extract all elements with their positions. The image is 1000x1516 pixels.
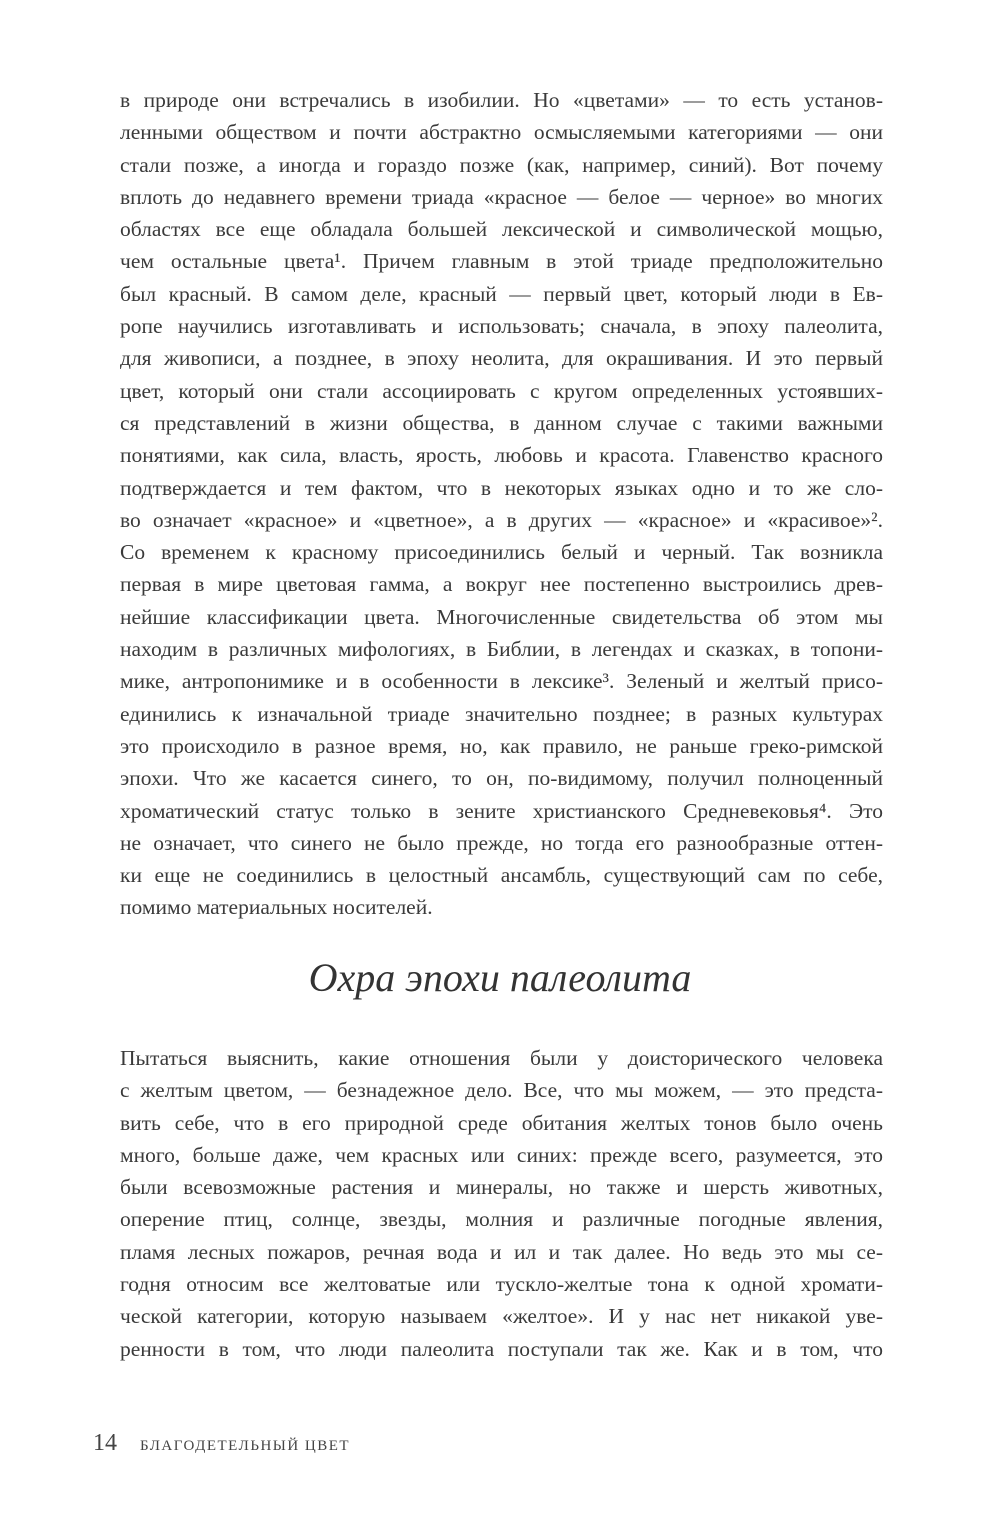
text-line: первая в мире цветовая гамма, а вокруг нее постепенно выстроились древ-	[120, 572, 883, 597]
text-line: помимо материальных носителей.	[120, 895, 433, 920]
text-line: находим в различных мифологиях, в Библии, в легендах и сказках, в топони-	[120, 637, 883, 662]
text-line: были всевозможные растения и минералы, но также и шерсть животных,	[120, 1175, 883, 1200]
text-line: вить себе, что в его природной среде обитания желтых тонов было очень	[120, 1110, 883, 1135]
text-line: вплоть до недавнего времени триада «красное — белое — черное» во многих	[120, 184, 883, 209]
text-line: был красный. В самом деле, красный — первый цвет, который люди в Ев-	[120, 281, 883, 306]
text-line: годня относим все желтоватые или тускло-желтые тона к одной хромати-	[120, 1272, 883, 1297]
text-line: мике, антропонимике и в особенности в лексике³. Зеленый и желтый присо-	[120, 669, 883, 694]
text-line: Пытаться выяснить, какие отношения были у доисторического человека	[120, 1046, 883, 1070]
paragraph-1	[120, 84, 883, 924]
text-line: эпохи. Что же касается синего, то он, по-видимому, получил полноценный	[120, 766, 883, 791]
text-line: понятиями, как сила, власть, ярость, любовь и красота. Главенство красного	[120, 443, 883, 468]
running-title: БЛАГОДЕТЕЛЬНЫЙ ЦВЕТ	[140, 1438, 351, 1454]
text-line: оперение птиц, солнце, звезды, молния и различные погодные явления,	[120, 1207, 883, 1232]
text-line: ренности в том, что люди палеолита поступали так же. Как и в том, что	[120, 1336, 883, 1361]
page-number: 14	[93, 1430, 117, 1456]
text-line: стали позже, а иногда и гораздо позже (как, например, синий). Вот почему	[120, 152, 883, 177]
text-line: подтверждается и тем фактом, что в некоторых языках одно и то же сло-	[120, 475, 883, 500]
text-line: цвет, который они стали ассоциировать с кругом определенных устоявших-	[120, 378, 883, 403]
text-line: не означает, что синего не было прежде, но тогда его разнообразные оттен-	[120, 830, 883, 855]
text-line: это происходило в разное время, но, как правило, не раньше греко-римской	[120, 733, 883, 758]
text-line: пламя лесных пожаров, речная вода и ил и так далее. Но ведь это мы се-	[120, 1239, 883, 1264]
text-line: с желтым цветом, — безнадежное дело. Все, что мы можем, — это предста-	[120, 1078, 883, 1103]
text-line: в природе они встречались в изобилии. Но «цветами» — то есть установ-	[120, 88, 883, 112]
text-line: во означает «красное» и «цветное», а в других — «красное» и «красивое»².	[120, 507, 883, 532]
text-line: нейшие классификации цвета. Многочисленные свидетельства об этом мы	[120, 604, 883, 629]
text-line: хроматический статус только в зените христианского Средневековья⁴. Это	[120, 798, 883, 823]
text-line: областях все еще обладала большей лексической и символической мощью,	[120, 217, 883, 242]
text-line: Со временем к красному присоединились белый и черный. Так возникла	[120, 540, 883, 565]
text-line: единились к изначальной триаде значительно позднее; в разных культурах	[120, 701, 883, 726]
text-line: ропе научились изготавливать и использовать; сначала, в эпоху палеолита,	[120, 314, 883, 339]
text-line: чем остальные цвета¹. Причем главным в этой триаде предположительно	[120, 249, 883, 274]
page-footer	[93, 1430, 350, 1457]
text-line: ки еще не соединились в целостный ансамбль, существующий сам по себе,	[120, 863, 883, 888]
section-heading: Охра эпохи палеолита	[308, 955, 692, 1000]
paragraph-2	[120, 1042, 883, 1365]
text-line: ся представлений в жизни общества, в данном случае с такими важными	[120, 410, 883, 435]
text-line: ленными обществом и почти абстрактно осмысляемыми категориями — они	[120, 120, 883, 145]
text-line: ческой категории, которую называем «желтое». И у нас нет никакой уве-	[120, 1304, 883, 1329]
text-line: много, больше даже, чем красных или синих: прежде всего, разумеется, это	[120, 1142, 883, 1167]
text-line: для живописи, а позднее, в эпоху неолита, для окрашивания. И это первый	[120, 346, 883, 371]
